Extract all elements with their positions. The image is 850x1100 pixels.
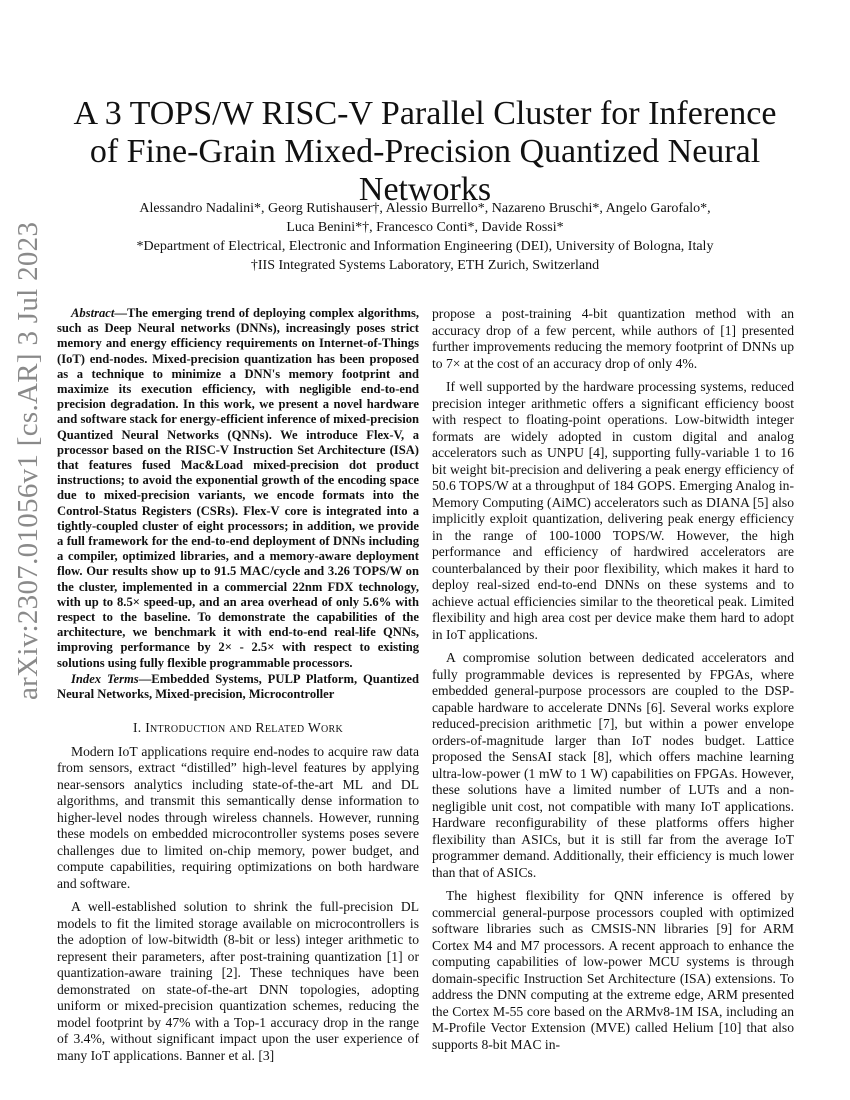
author-line-1: Alessandro Nadalini*, Georg Rutishauser†, Alessio Burrello*, Nazareno Bruschi*, Angelo Garofalo*, <box>139 201 711 216</box>
author-block <box>60 199 790 275</box>
right-paragraph: A compromise solution between dedicated accelerators and fully programmable devices is represented by FPGAs, where embedded general-purpose processors are coupled to the DSP-capable hardware to accelerate DNNs [6]. Several works explore reduced-precision arithmetic [7], but within a power envelope orders-of-magnitude larger than IoT nodes budget. Lattice proposed the SensAI stack [8], which offers machine learning ultra-low-power (1 mW to 1 W) capabilities on FPGAs. However, these solutions have a limited number of LUTs and a non-negligible unit cost, not compatible with many IoT applications. Hardware reconfigurability of these platforms offers higher flexibility than ASICs, but it is still far from the average IoT programmer demand. Additionally, their efficiency is much lower than that of ASICs. <box>432 650 794 880</box>
paper-title: A 3 TOPS/W RISC-V Parallel Cluster for Inference of Fine-Grain Mixed-Precision Quantized Neural Networks <box>73 94 777 208</box>
right-paragraph: The highest flexibility for QNN inference is offered by commercial general-purpose processors coupled with optimized software libraries such as CMSIS-NN libraries [9] for ARM Cortex M4 and M7 processors. A recent approach to enhance the computing capabilities of low-power MCU systems is through domain-specific Instruction Set Architecture (ISA) extensions. To address the DNN computing at the extreme edge, ARM presented the Cortex M-55 core based on the ARMv8-1M ISA, including an M-Profile Vector Extension (MVE) called Helium [10] that also supports 8-bit MAC in- <box>432 888 794 1052</box>
abstract-lead: Abstract <box>71 306 115 320</box>
abstract <box>57 306 419 671</box>
right-paragraph: If well supported by the hardware processing systems, reduced precision integer arithmetic offers a significant efficiency boost with respect to floating-point operations. Low-bitwidth integer formats are widely adopted in custom digital and analog accelerators such as UNPU [4], supporting fully-variable 1 to 16 bit weight bit-precision and delivering a peak energy efficiency of 50.6 TOPS/W at a throughput of 184 GOPS. Emerging Analog in-Memory Computing (AiMC) accelerators such as DIANA [5] also implicitly exploit quantization, delivering peak energy efficiency in the range of 100-1000 TOPS/W. However, the high performance and efficiency of hardwired accelerators are counterbalanced by their poor flexibility, which makes it hard to deploy real-sized end-to-end DNNs on these systems and to achieve actual efficiencies similar to the theoretical peak. Limited flexibility and high area cost per device make them hard to adopt in IoT applications. <box>432 379 794 642</box>
arxiv-identifier: arXiv:2307.01056v1 [cs.AR] 3 Jul 2023 <box>12 221 44 700</box>
index-terms <box>57 672 419 702</box>
author-line-2: Luca Benini*†, Francesco Conti*, Davide Rossi* <box>286 220 564 235</box>
index-terms-lead: Index Terms <box>71 671 139 686</box>
index-terms-text: —Embedded Systems, PULP Platform, Quantized Neural Networks, Mixed-precision, Microcontroller <box>57 671 419 702</box>
affiliation-2: †IIS Integrated Systems Laboratory, ETH Zurich, Switzerland <box>250 258 600 273</box>
left-paragraph: Modern IoT applications require end-nodes to acquire raw data from sensors, extract “distilled” high-level features by applying near-sensors analytics including state-of-the-art ML and DL algorithms, and transmit this semantically dense information to higher-level nodes through wireless channels. However, running these models on embedded microcontroller systems poses severe challenges due to limited on-chip memory, power budget, and compute capabilities, requiring optimizations on both hardware and software. <box>57 743 419 891</box>
right-column <box>432 306 794 1060</box>
right-paragraph: propose a post-training 4-bit quantization method with an accuracy drop of a few percent, while authors of [1] presented further improvements reducing the memory footprint of DNNs up to 7× at the cost of an accuracy drop of only 4%. <box>432 306 794 371</box>
left-paragraph: A well-established solution to shrink the full-precision DL models to fit the limited storage available on microcontrollers is the adoption of low-bitwidth (8-bit or less) integer arithmetic to represent their parameters, after post-training quantization [1] or quantization-aware training [2]. These techniques have been demonstrated on state-of-the-art DNN topologies, adopting uniform or mixed-precision quantization schemes, reducing the model footprint by 47% with a Top-1 accuracy drop in the range of 3.4%, without significant impact upon the user experience of many IoT applications. Banner et al. [3] <box>57 899 419 1063</box>
affiliation-1: *Department of Electrical, Electronic and Information Engineering (DEI), University of Bologna, Italy <box>136 239 714 254</box>
section-heading-introduction: I. Introduction and Related Work <box>132 720 344 736</box>
abstract-text: —The emerging trend of deploying complex algorithms, such as Deep Neural networks (DNNs), increasingly poses strict memory and energy efficiency requirements on Internet-of-Things (IoT) end-nodes. Mixed-precision quantization has been proposed as a technique to minimize a DNN's memory footprint and maximize its execution efficiency, with negligible end-to-end precision degradation. In this work, we present a novel hardware and software stack for energy-efficient inference of mixed-precision Quantized Neural Networks (QNNs). We introduce Flex-V, a processor based on the RISC-V Instruction Set Architecture (ISA) that features fused Mac&Load mixed-precision dot product instructions; to avoid the exponential growth of the encoding space due to mixed-precision variants, we encode formats into the Control-Status Registers (CSRs). Flex-V core is integrated into a tightly-coupled cluster of eight processors; in addition, we provide a full framework for the end-to-end deployment of DNNs including a compiler, optimized libraries, and a memory-aware deployment flow. Our results show up to 91.5 MAC/cycle and 3.26 TOPS/W on the cluster, implemented in a commercial 22nm FDX technology, with up to 8.5× speed-up, and an area overhead of only 5.6% with respect to the baseline. To demonstrate the capabilities of the architecture, we benchmark it with end-to-end real-life QNNs, improving performance by 2× - 2.5× with respect to existing solutions using fully flexible programmable processors. <box>57 306 419 670</box>
left-column <box>57 306 419 1071</box>
